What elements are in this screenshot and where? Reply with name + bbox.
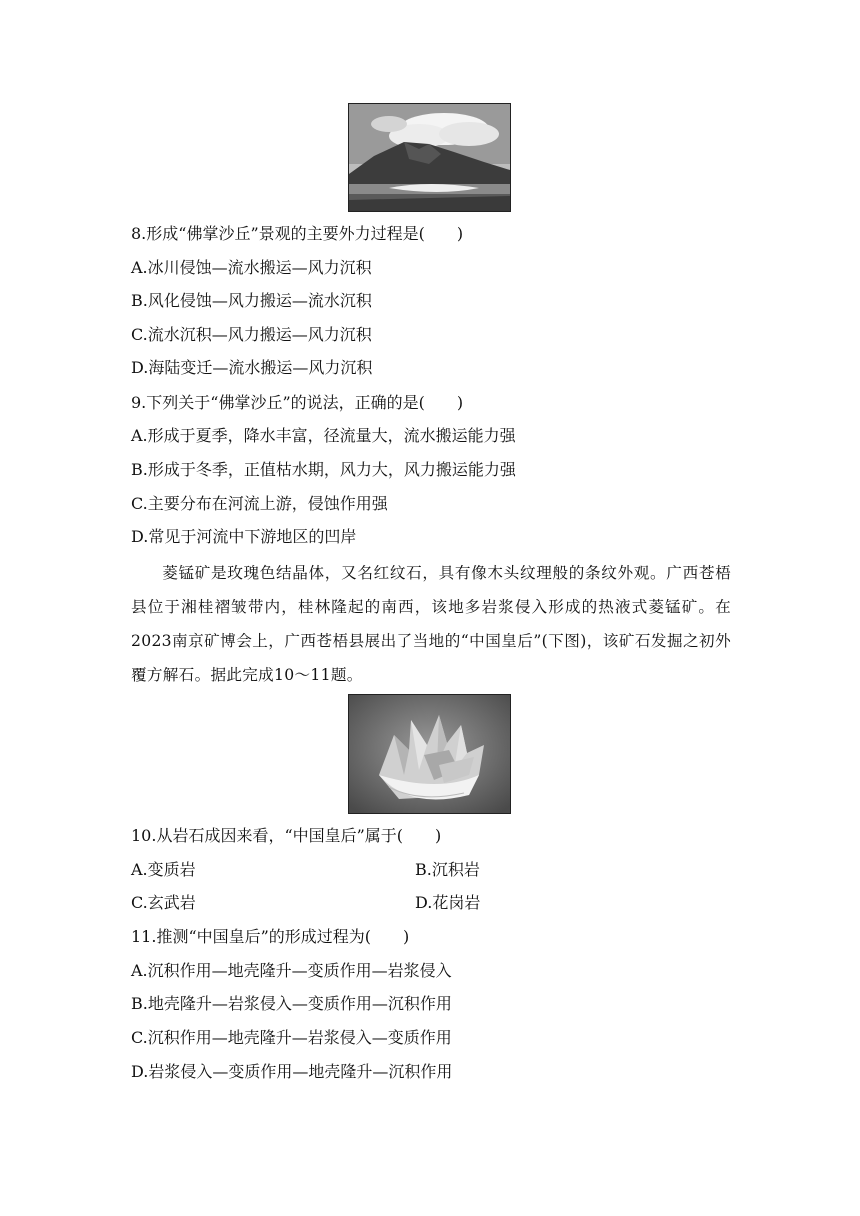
question-11-option-d: D.岩浆侵入—变质作用—地壳隆升—沉积作用 (131, 1062, 453, 1081)
question-10-option-d: D.花岗岩 (415, 893, 481, 912)
question-10-option-c: C.玄武岩 (131, 893, 196, 912)
question-9-option-b: B.形成于冬季，正值枯水期，风力大，风力搬运能力强 (131, 460, 516, 479)
question-10-stem: 10.从岩石成因来看，“中国皇后”属于( ) (131, 826, 442, 845)
question-11-stem: 11.推测“中国皇后”的形成过程为( ) (131, 927, 410, 946)
question-9-option-a: A.形成于夏季，降水丰富，径流量大，流水搬运能力强 (131, 426, 516, 445)
question-8-stem: 8.形成“佛掌沙丘”景观的主要外力过程是( ) (131, 224, 464, 243)
question-8-option-c: C.流水沉积—风力搬运—风力沉积 (131, 325, 372, 344)
dune-landscape-photo (348, 103, 511, 212)
question-8-option-b: B.风化侵蚀—风力搬运—流水沉积 (131, 291, 372, 310)
question-9-option-d: D.常见于河流中下游地区的凹岸 (131, 527, 357, 546)
question-8-option-a: A.冰川侵蚀—流水搬运—风力沉积 (131, 258, 372, 277)
question-11-option-b: B.地壳隆升—岩浆侵入—变质作用—沉积作用 (131, 994, 452, 1013)
mineral-specimen-photo (348, 694, 511, 814)
question-8-option-d: D.海陆变迁—流水搬运—风力沉积 (131, 358, 373, 377)
question-11-option-c: C.沉积作用—地壳隆升—岩浆侵入—变质作用 (131, 1028, 452, 1047)
reading-passage: 菱锰矿是玫瑰色结晶体，又名红纹石，具有像木头纹理般的条纹外观。广西苍梧县位于湘桂褶皱带内，桂林隆起的南西，该地多岩浆侵入形成的热液式菱锰矿。在2023南京矿博会上，广西苍梧县展出了当地的“中国皇后”(下图)，该矿石发掘之初外覆方解石。据此完成10～11题。 (131, 564, 731, 684)
question-10-option-b: B.沉积岩 (415, 860, 480, 879)
question-9-option-c: C.主要分布在河流上游，侵蚀作用强 (131, 494, 388, 513)
question-11-option-a: A.沉积作用—地壳隆升—变质作用—岩浆侵入 (131, 961, 452, 980)
question-10-option-a: A.变质岩 (131, 860, 196, 879)
question-9-stem: 9.下列关于“佛掌沙丘”的说法，正确的是( ) (131, 393, 464, 412)
